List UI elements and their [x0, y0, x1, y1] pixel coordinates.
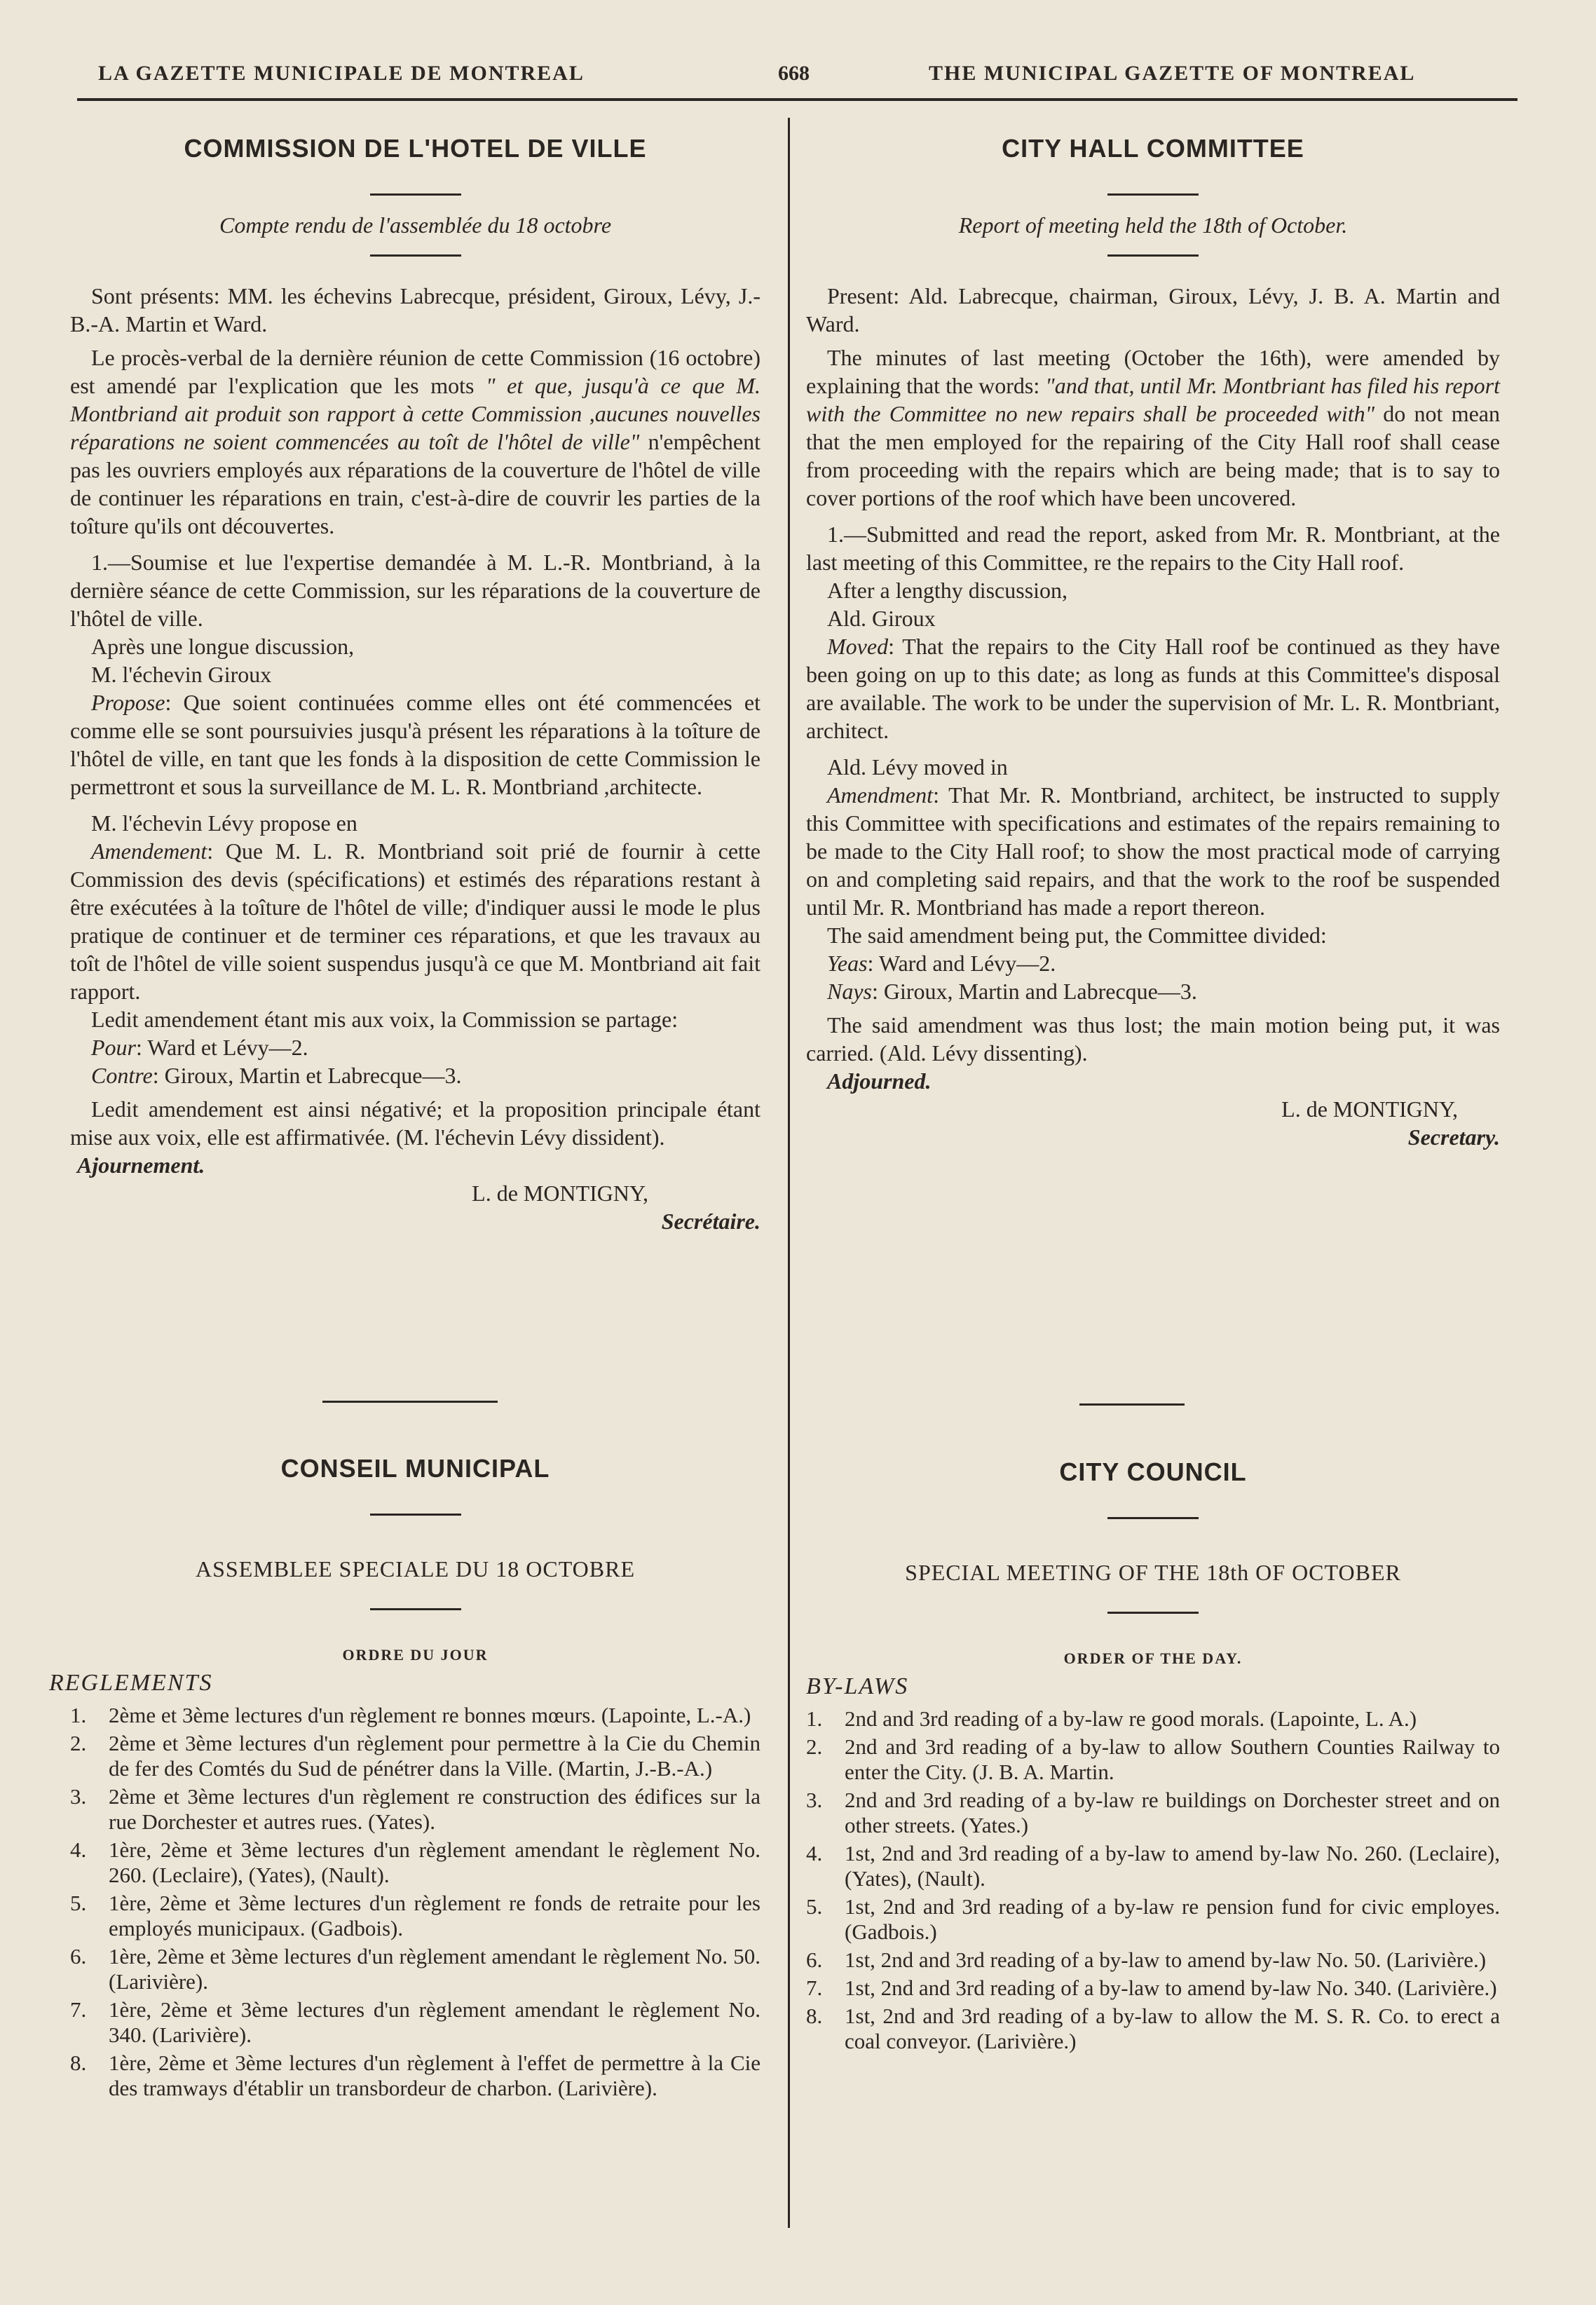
list-item-text: 1st, 2nd and 3rd reading of a by-law to amend by-law No. 50. (Larivière.) [845, 1947, 1487, 1972]
list-item [70, 1891, 761, 1941]
list-item-text: 1st, 2nd and 3rd reading of a by-law to allow the M. S. R. Co. to erect a coal conveyor. (Larivière.) [845, 2004, 1500, 2053]
fr-present: Sont présents: MM. les échevins Labrecque, président, Giroux, Lévy, J.-B.-A. Martin et Ward. [70, 283, 761, 336]
list-item-number: 4. [70, 1837, 87, 1862]
fr-council-section [49, 1454, 761, 2104]
fr-contre [70, 1061, 761, 1089]
fr-vote: Ledit amendement étant mis aux voix, la Commission se partage: [91, 1007, 678, 1032]
en-result: The said amendment was thus lost; the main motion being put, it was carried. (Ald. Lévy dissenting). [806, 1012, 1500, 1066]
list-item-text: 2ème et 3ème lectures d'un règlement re construction des édifices sur la rue Dorchester et autres rues. (Yates). [109, 1784, 761, 1834]
fr-pour-text: : Ward et Lévy—2. [136, 1035, 308, 1060]
list-item [70, 1944, 761, 1994]
en-yeas [806, 949, 1500, 977]
list-item-number: 3. [70, 1784, 87, 1809]
list-item [70, 1731, 761, 1781]
fr-order-heading: ORDRE DU JOUR [342, 1646, 489, 1664]
list-item-number: 2. [70, 1731, 87, 1755]
fr-propose-text: : Que soient continuées comme elles ont été commencées et comme elle se sont poursuivies jusqu'à présent les réparations à la toîture de l'hôtel de ville, en tant que les fonds à la disposition de cette Commission le permettront et sous la surveillance de M. L. R. Montbriand ,architecte. [70, 690, 761, 799]
list-item [70, 1837, 761, 1888]
fr-committee-title: COMMISSION DE L'HOTEL DE VILLE [184, 134, 647, 163]
en-amend-label: Amendment [827, 782, 934, 808]
en-minutes [806, 344, 1500, 512]
list-item [70, 2051, 761, 2101]
list-item [806, 1734, 1500, 1785]
en-meeting-title: SPECIAL MEETING OF THE 18th OF OCTOBER [905, 1560, 1401, 1585]
list-item-number: 1. [70, 1703, 87, 1727]
list-item [806, 1788, 1500, 1838]
en-adjourn: Adjourned. [827, 1068, 932, 1094]
en-amend-text: : That Mr. R. Montbriand, architect, be instructed to supply this Committee with specifications and estimates of the repairs remaining to be made to the City Hall roof; to show the most practical mode of carrying on and completing said repairs, and that the work to the roof be suspended until Mr. R. Montbriand has made a report thereon. [806, 782, 1500, 920]
list-item [806, 1976, 1500, 2001]
en-council-section [806, 1458, 1500, 2057]
list-item-text: 2ème et 3ème lectures d'un règlement re bonnes mœurs. (Lapointe, L.-A.) [109, 1703, 751, 1727]
en-council-title: CITY COUNCIL [1059, 1457, 1247, 1486]
fr-signature-title: Secrétaire. [661, 1209, 761, 1234]
fr-meeting-title: ASSEMBLEE SPECIALE DU 18 OCTOBRE [195, 1556, 635, 1582]
divider [370, 1608, 461, 1610]
fr-proposal [70, 688, 761, 801]
fr-committee-section [70, 135, 761, 1235]
list-item [70, 1784, 761, 1835]
fr-council-title: CONSEIL MUNICIPAL [280, 1454, 550, 1483]
list-item-number: 8. [806, 2004, 823, 2028]
header-rule [77, 98, 1517, 101]
en-minutes-a: The minutes of last meeting (October the 16th), were amended by explaining that the words: [806, 345, 1500, 398]
list-item-number: 5. [70, 1891, 87, 1915]
divider [322, 1401, 498, 1403]
en-item-1: 1.—Submitted and read the report, asked from Mr. R. Montbriant, at the last meeting of this Committee, re the repairs to the City Hall roof. [806, 522, 1500, 575]
en-moved-text: : That the repairs to the City Hall roof be continued as they have been going on up to this date; as long as funds at this Committee's disposal are available. The work to be under the supervision of Mr. L. R. Montbriant, architect. [806, 634, 1500, 743]
en-giroux: Ald. Giroux [827, 606, 936, 631]
fr-minutes-a: Le procès-verbal de la dernière réunion de cette Commission (16 octobre) est amendé par l'explication que les mots [70, 345, 761, 398]
fr-adjourn: Ajournement. [77, 1152, 205, 1178]
en-committee-section [806, 135, 1500, 1151]
fr-minutes-b: n'empêchent pas les ouvriers employés aux réparations de la couverture de l'hôtel de ville de continuer les réparations en train, c'est-à-dire de couvrir les parties de la toîture qu'ils ont découvertes. [70, 429, 761, 538]
list-item [806, 1706, 1500, 1732]
list-item-text: 1st, 2nd and 3rd reading of a by-law to amend by-law No. 260. (Leclaire), (Yates), (Nault). [845, 1841, 1500, 1891]
list-item [806, 1947, 1500, 1973]
en-minutes-quote: "and that, until Mr. Montbriant has filed his report with the Committee no new repairs shall be proceeded with" [806, 373, 1501, 426]
fr-minutes [70, 344, 761, 540]
en-section-heading: BY-LAWS [806, 1673, 909, 1699]
en-minutes-b: do not mean that the men employed for the repairing of the City Hall roof shall cease from proceeding with the repairs which are being made; that is to say to cover portions of the roof which have been uncovered. [806, 401, 1501, 510]
list-item-text: 1st, 2nd and 3rd reading of a by-law to amend by-law No. 340. (Larivière.) [845, 1976, 1497, 2000]
list-item-text: 1ère, 2ème et 3ème lectures d'un règlement re fonds de retraite pour les employés municipaux. (Gadbois). [109, 1891, 761, 1940]
header-left-title: LA GAZETTE MUNICIPALE DE MONTREAL [98, 62, 585, 85]
divider [1107, 1517, 1199, 1519]
fr-giroux: M. l'échevin Giroux [91, 662, 272, 687]
divider [1107, 1612, 1199, 1614]
list-item-text: 1ère, 2ème et 3ème lectures d'un règlement amendant le règlement No. 260. (Leclaire), (Yates), (Nault). [109, 1837, 761, 1887]
divider [370, 193, 461, 196]
fr-minutes-quote: " et que, jusqu'à ce que M. Montbriand ait produit son rapport à cette Commission ,aucunes nouvelles réparations ne soient commencées au toît de l'hôtel de ville" [70, 373, 761, 454]
fr-committee-subtitle: Compte rendu de l'assemblée du 18 octobre [219, 212, 612, 238]
en-vote: The said amendment being put, the Committee divided: [827, 923, 1327, 948]
list-item [806, 1841, 1500, 1891]
en-yeas-label: Yeas [827, 951, 868, 976]
en-nays [806, 977, 1500, 1005]
list-item-text: 1ère, 2ème et 3ème lectures d'un règlement amendant le règlement No. 340. (Larivière). [109, 1997, 761, 2047]
fr-propose-label: Propose [91, 690, 165, 715]
list-item-text: 2ème et 3ème lectures d'un règlement pour permettre à la Cie du Chemin de fer des Comtés du Sud de pénétrer dans la Ville. (Martin, J.-B.-A.) [109, 1731, 761, 1781]
divider [1107, 193, 1199, 196]
header-right-title: THE MUNICIPAL GAZETTE OF MONTREAL [929, 62, 1416, 85]
divider [370, 1514, 461, 1516]
page-number: 668 [778, 62, 810, 85]
en-levy: Ald. Lévy moved in [827, 754, 1008, 780]
list-item [70, 1997, 761, 2048]
divider [1107, 254, 1199, 257]
fr-amendment [70, 837, 761, 1005]
fr-amend-label: Amendement [91, 838, 207, 864]
fr-result: Ledit amendement est ainsi négativé; et la proposition principale étant mise aux voix, elle est affirmativée. (M. l'échevin Lévy dissident). [70, 1096, 761, 1150]
en-committee-subtitle: Report of meeting held the 18th of October. [958, 212, 1348, 238]
fr-section-heading: REGLEMENTS [49, 1670, 213, 1696]
fr-bylaw-list [70, 1703, 761, 2101]
list-item-number: 8. [70, 2051, 87, 2075]
list-item-number: 7. [806, 1976, 823, 2000]
list-item-text: 1ère, 2ème et 3ème lectures d'un règlement à l'effet de permettre à la Cie des tramways d'établir un transbordeur de charbon. (Larivière). [109, 2051, 761, 2100]
list-item-text: 2nd and 3rd reading of a by-law re good morals. (Lapointe, L. A.) [845, 1706, 1417, 1731]
list-item-text: 1st, 2nd and 3rd reading of a by-law re pension fund for civic employes. (Gadbois.) [845, 1894, 1500, 1944]
divider [370, 254, 461, 257]
list-item-number: 2. [806, 1734, 823, 1759]
en-amendment [806, 781, 1500, 921]
en-motion [806, 632, 1500, 744]
en-nays-label: Nays [827, 979, 872, 1004]
fr-item-1: 1.—Soumise et lue l'expertise demandée à M. L.-R. Montbriand, à la dernière séance de cette Commission, sur les réparations de la couverture de l'hôtel de ville. [70, 550, 761, 631]
list-item-number: 4. [806, 1841, 823, 1865]
list-item-text: 1ère, 2ème et 3ème lectures d'un règlement amendant le règlement No. 50. (Larivière). [109, 1944, 761, 1994]
fr-amend-text: : Que M. L. R. Montbriand soit prié de fournir à cette Commission des devis (spécifications) et estimés des réparations restant à être exécutées à la toîture de l'hôtel de ville; d'indiquer aussi le mode le plus pratique de continuer et de terminer ces réparations, et que les travaux au toît de l'hôtel de ville soient suspendus jusqu'à ce que M. Montbriand ait fait rapport. [70, 838, 761, 1004]
list-item-number: 1. [806, 1706, 823, 1731]
fr-levy: M. l'échevin Lévy propose en [91, 810, 357, 836]
fr-contre-label: Contre [91, 1063, 153, 1088]
list-item-number: 6. [806, 1947, 823, 1972]
en-bylaw-list [806, 1706, 1500, 2054]
en-moved-label: Moved [827, 634, 889, 659]
list-item-number: 5. [806, 1894, 823, 1919]
fr-signature-name: L. de MONTIGNY, [472, 1181, 648, 1206]
fr-after-discussion: Après une longue discussion, [91, 634, 355, 659]
list-item [806, 1894, 1500, 1945]
en-signature-title: Secretary. [1407, 1124, 1500, 1150]
column-divider [788, 118, 790, 2228]
fr-contre-text: : Giroux, Martin et Labrecque—3. [152, 1063, 462, 1088]
list-item-number: 7. [70, 1997, 87, 2022]
list-item-text: 2nd and 3rd reading of a by-law re buildings on Dorchester street and on other streets. (Yates.) [845, 1788, 1500, 1837]
list-item [806, 2004, 1500, 2054]
fr-pour-label: Pour [91, 1035, 136, 1060]
en-present: Present: Ald. Labrecque, chairman, Giroux, Lévy, J. B. A. Martin and Ward. [806, 283, 1500, 336]
fr-pour [70, 1033, 761, 1061]
list-item [70, 1703, 761, 1728]
list-item-number: 3. [806, 1788, 823, 1812]
en-nays-text: : Giroux, Martin and Labrecque—3. [872, 979, 1197, 1004]
en-signature-name: L. de MONTIGNY, [1281, 1096, 1458, 1122]
divider [1079, 1403, 1185, 1406]
en-order-heading: ORDER OF THE DAY. [1063, 1650, 1243, 1667]
en-after-discussion: After a lengthy discussion, [827, 578, 1068, 603]
en-yeas-text: : Ward and Lévy—2. [867, 951, 1056, 976]
list-item-text: 2nd and 3rd reading of a by-law to allow Southern Counties Railway to enter the City. (J. B. A. Martin. [845, 1734, 1500, 1784]
list-item-number: 6. [70, 1944, 87, 1969]
en-committee-title: CITY HALL COMMITTEE [1002, 134, 1304, 163]
